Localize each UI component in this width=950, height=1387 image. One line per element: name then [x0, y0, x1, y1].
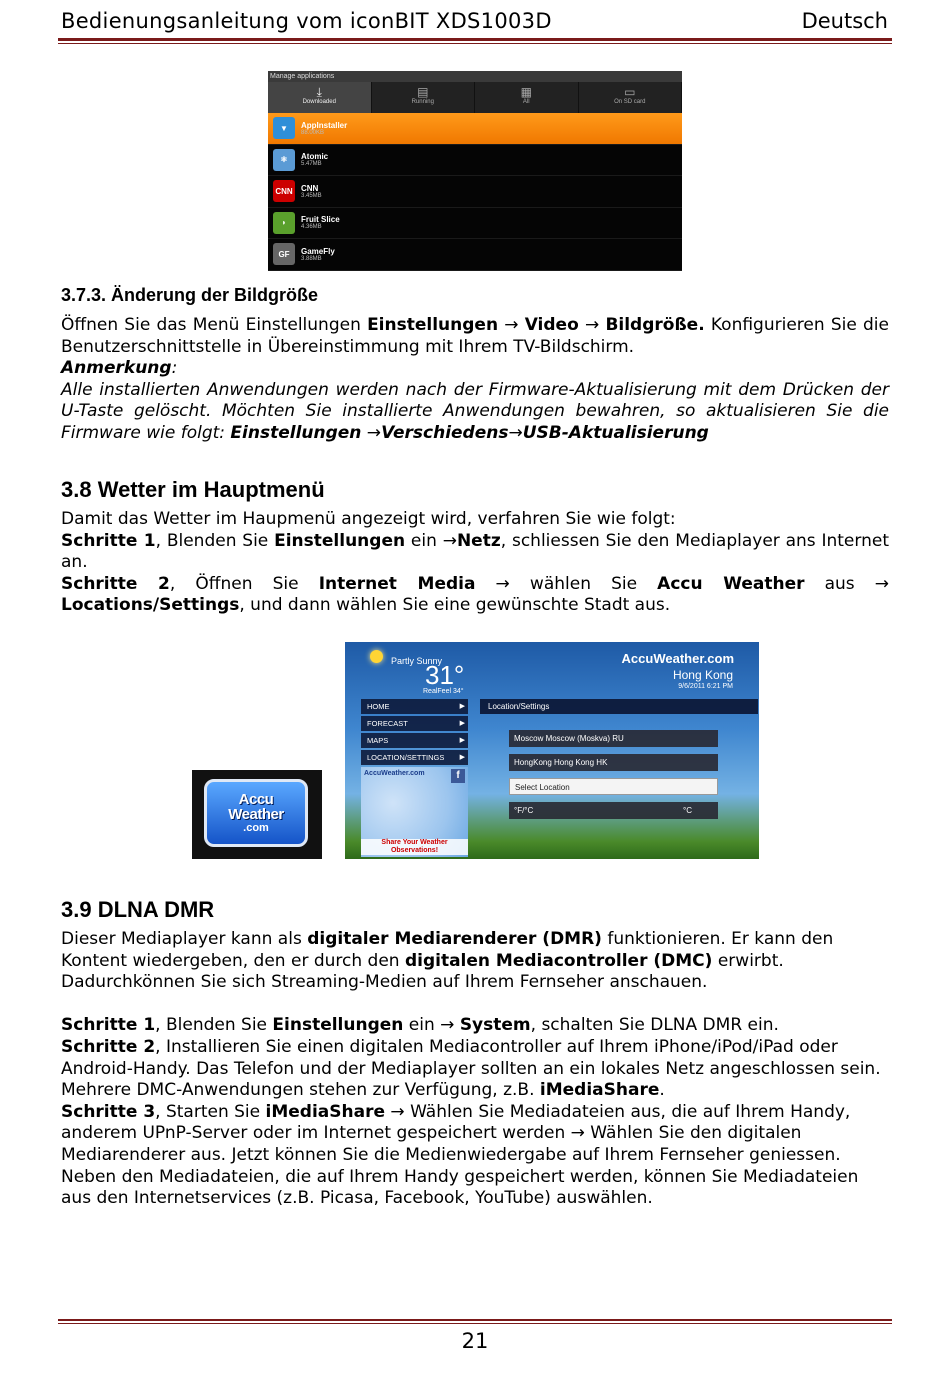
- app-name: GameFly: [301, 246, 335, 256]
- text: , schalten Sie DLNA DMR ein.: [530, 1015, 779, 1036]
- app-text: [301, 215, 340, 230]
- document-header-title: Bedienungsanleitung vom iconBIT XDS1003D: [61, 9, 552, 33]
- text: ein →: [403, 1015, 460, 1036]
- menu-label: FORECAST: [367, 719, 408, 728]
- app-list: [268, 113, 682, 271]
- menu-item-location-settings[interactable]: [361, 750, 468, 765]
- weather-temperature: 31°: [425, 660, 465, 690]
- text-bold: iMediaShare: [265, 1101, 386, 1122]
- text-bold: Einstellungen: [272, 1015, 404, 1036]
- step-3: [61, 1102, 889, 1210]
- menu-item-maps[interactable]: [361, 733, 468, 748]
- app-row[interactable]: [268, 145, 682, 177]
- step-2: [61, 574, 889, 617]
- weather-menu: [361, 699, 468, 767]
- step-label: Schritte 2: [61, 1036, 156, 1057]
- text: , Blenden Sie: [155, 1015, 273, 1036]
- step-label: Schritte 2: [61, 573, 170, 594]
- text: → Wählen Sie Mediadateien aus, die auf Ihrem Handy, anderem UPnP-Server oder im Internet gespeichert werden → Wählen Sie den digitalen Mediarenderer aus. Jetzt können Sie die Medienwiedergabe auf Ihrem Fernseher geniessen. Neben den Mediadateien, die auf Ihrem Handy gespeichert werden, können Sie Mediadateien aus den Internetservices (z.B. Picasa, Facebook, YouTube) auswählen.: [61, 1101, 859, 1209]
- arrow: →: [498, 315, 525, 335]
- section-heading-3-8: 3.8 Wetter im Hauptmenü: [61, 477, 325, 502]
- section-heading-3-7-3: 3.7.3. Änderung der Bildgröße: [61, 285, 319, 305]
- text: → wählen Sie: [475, 573, 658, 594]
- android-window-title: Manage applications: [268, 71, 682, 82]
- chevron-right-icon: ▶: [459, 754, 465, 761]
- step-1: [61, 1015, 889, 1037]
- option-label: Select Location: [515, 783, 570, 792]
- chevron-right-icon: ▶: [459, 703, 465, 710]
- logo-line-1: Accu: [238, 791, 274, 808]
- text: .: [659, 1080, 665, 1101]
- app-row[interactable]: [268, 176, 682, 208]
- app-text: [301, 121, 347, 136]
- text-bold: iMediaShare: [539, 1080, 660, 1101]
- note-paragraph: [61, 358, 889, 444]
- document-header-language: Deutsch: [801, 9, 888, 33]
- menu-label: HOME: [367, 702, 390, 711]
- step-2: [61, 1037, 889, 1102]
- atomic-icon: ⚛: [273, 149, 295, 171]
- tab-label: On SD card: [614, 99, 646, 105]
- android-tab-bar: [268, 82, 682, 113]
- text: :: [171, 358, 178, 379]
- option-label: °F/°C: [514, 806, 534, 815]
- tab-label: Running: [411, 99, 434, 105]
- step-1: [61, 531, 889, 574]
- text: , und dann wählen Sie eine gewünschte Stadt aus.: [239, 595, 671, 616]
- text: Dieser Mediaplayer kann als: [61, 929, 308, 949]
- sdcard-icon: ▭: [624, 85, 636, 99]
- tab-running[interactable]: [372, 82, 476, 113]
- sun-icon: [370, 650, 383, 663]
- text-bold: Internet Media: [318, 573, 476, 594]
- text-bold: Bildgröße.: [605, 315, 705, 335]
- text-bold: Netz: [456, 530, 501, 551]
- location-settings-title: Location/Settings: [480, 699, 758, 714]
- app-name: Atomic: [301, 152, 329, 162]
- option-label: Moscow Moscow (Moskva) RU: [514, 734, 624, 743]
- cnn-icon: CNN: [273, 180, 295, 202]
- text: aus →: [804, 573, 889, 594]
- logo-line-2: Weather: [228, 806, 284, 823]
- arrow: →: [361, 422, 382, 443]
- chevron-right-icon: ▶: [459, 720, 465, 727]
- weather-realfeel: RealFeel 34°: [423, 688, 464, 695]
- text: Öffnen Sie das Menü Einstellungen: [61, 315, 368, 335]
- weather-city: Hong Kong: [672, 668, 733, 682]
- download-icon: ⤓: [316, 85, 322, 99]
- tab-all[interactable]: [475, 82, 579, 113]
- text-bold: digitalen Mediacontroller (DMC): [404, 950, 713, 971]
- text: funktionieren. Er kann den Kontent wiedergeben, den er durch den: [61, 929, 834, 971]
- text-bold: digitaler Mediarenderer (DMR): [307, 929, 602, 949]
- text-bold: Accu Weather: [657, 573, 805, 594]
- tab-label: Downloaded: [302, 99, 336, 105]
- app-size: 4.36MB: [301, 224, 322, 231]
- option-moscow[interactable]: [509, 730, 718, 747]
- grid-icon: ▦: [520, 85, 532, 99]
- facebook-icon: f: [451, 769, 465, 783]
- text: , Öffnen Sie: [169, 573, 319, 594]
- step-label: Schritte 1: [61, 1015, 156, 1036]
- accuweather-logo: [192, 770, 322, 859]
- appinstaller-icon: ▼: [273, 117, 295, 139]
- paragraph: [61, 315, 889, 358]
- text: , schliessen Sie den Mediaplayer ans Internet an.: [61, 530, 889, 573]
- text: , Blenden Sie: [155, 530, 275, 551]
- option-temperature-unit[interactable]: [509, 802, 718, 819]
- app-text: [301, 152, 328, 167]
- ad-text: Share Your Weather Observations!: [361, 839, 468, 855]
- accuweather-badge: [204, 779, 308, 847]
- option-value: °C: [683, 806, 692, 815]
- text-bold: Locations/Settings: [61, 595, 240, 616]
- note-text: Alle installierten Anwendungen werden nach der Firmware-Aktualisierung mit dem Drücken der U-Taste gelöscht. Möchten Sie installierte Anwendungen bewahren, so aktualisieren Sie die Firmware wie folgt:: [61, 379, 889, 443]
- text: , Starten Sie: [155, 1101, 266, 1122]
- section-3-7-3-body: [61, 315, 889, 445]
- text: erwirbt. Dadurchkönnen Sie sich Streaming-Medien auf Ihrem Fernseher anschauen.: [61, 950, 784, 993]
- weather-condition: Partly Sunny: [391, 656, 443, 666]
- paragraph: [61, 929, 889, 994]
- text: , Installieren Sie einen digitalen Mediacontroller auf Ihrem iPhone/iPod/iPad oder Android-Handy. Das Telefon und der Mediaplayer sollten an ein lokales Netz angeschlossen sein. Mehrere DMC-Anwendungen stehen zur Verfügung, z.B.: [61, 1036, 881, 1101]
- share-weather-ad[interactable]: [361, 767, 468, 857]
- option-hongkong[interactable]: [509, 754, 718, 771]
- ad-brand: AccuWeather.com: [364, 770, 425, 777]
- section-3-8-body: [61, 509, 889, 617]
- app-size: 3.88MB: [301, 255, 322, 262]
- option-label: HongKong Hong Kong HK: [514, 758, 608, 767]
- app-row[interactable]: [268, 208, 682, 240]
- app-name: AppInstaller: [301, 120, 348, 130]
- menu-label: MAPS: [367, 736, 389, 745]
- text-bold: Video: [524, 315, 579, 335]
- app-size: 5.47MB: [301, 161, 322, 168]
- page-number: 21: [461, 1329, 489, 1353]
- tab-downloaded[interactable]: [268, 82, 372, 113]
- section-heading-3-9: 3.9 DLNA DMR: [61, 897, 215, 922]
- app-size: 88.00KB: [301, 129, 325, 136]
- option-select-location[interactable]: [509, 778, 718, 795]
- header-rule-thin: [58, 43, 892, 44]
- footer-rule: [58, 1319, 892, 1321]
- app-text: [301, 184, 322, 199]
- app-name: Fruit Slice: [301, 215, 340, 225]
- text: Konfigurieren Sie die Benutzerschnittstelle in Übereinstimmung mit Ihrem TV-Bildschirm.: [61, 315, 889, 357]
- step-label: Schritte 1: [61, 530, 156, 551]
- tab-label: All: [522, 99, 530, 105]
- step-label: Schritte 3: [61, 1101, 156, 1122]
- text-bold: Verschiedens: [381, 422, 509, 443]
- app-text: [301, 247, 335, 262]
- arrow: →: [508, 422, 523, 443]
- app-name: CNN: [301, 183, 319, 193]
- app-size: 3.45MB: [301, 192, 322, 199]
- app-row[interactable]: [268, 239, 682, 271]
- arrow: →: [578, 315, 606, 335]
- menu-item-forecast[interactable]: [361, 716, 468, 731]
- text-bold: Einstellungen: [274, 530, 406, 551]
- menu-label: LOCATION/SETTINGS: [367, 753, 445, 762]
- text-bold: System: [459, 1015, 531, 1036]
- paragraph: Damit das Wetter im Haupmenü angezeigt wird, verfahren Sie wie folgt:: [61, 509, 676, 529]
- fruit-slice-icon: ◗: [273, 212, 295, 234]
- note-label: Anmerkung: [61, 358, 172, 379]
- running-icon: ▤: [417, 85, 429, 99]
- chevron-right-icon: ▶: [459, 737, 465, 744]
- header-rule: [58, 38, 892, 41]
- gamefly-icon: GF: [273, 243, 295, 265]
- text: ein →: [405, 530, 457, 551]
- text-bold: Einstellungen: [230, 422, 362, 443]
- footer-rule-thin: [58, 1323, 892, 1324]
- weather-datetime: 9/6/2011 6:21 PM: [678, 683, 733, 690]
- accuweather-screenshot: [345, 642, 759, 859]
- app-row[interactable]: [268, 113, 682, 145]
- manage-applications-screenshot: [268, 71, 682, 271]
- text-bold: USB-Aktualisierung: [522, 422, 709, 443]
- menu-item-home[interactable]: [361, 699, 468, 714]
- tab-on-sd-card[interactable]: [579, 82, 683, 113]
- accuweather-brand: AccuWeather.com: [621, 651, 734, 666]
- text-bold: Einstellungen: [367, 315, 499, 335]
- logo-line-3: .com: [243, 822, 269, 834]
- section-3-9-body: [61, 929, 889, 1210]
